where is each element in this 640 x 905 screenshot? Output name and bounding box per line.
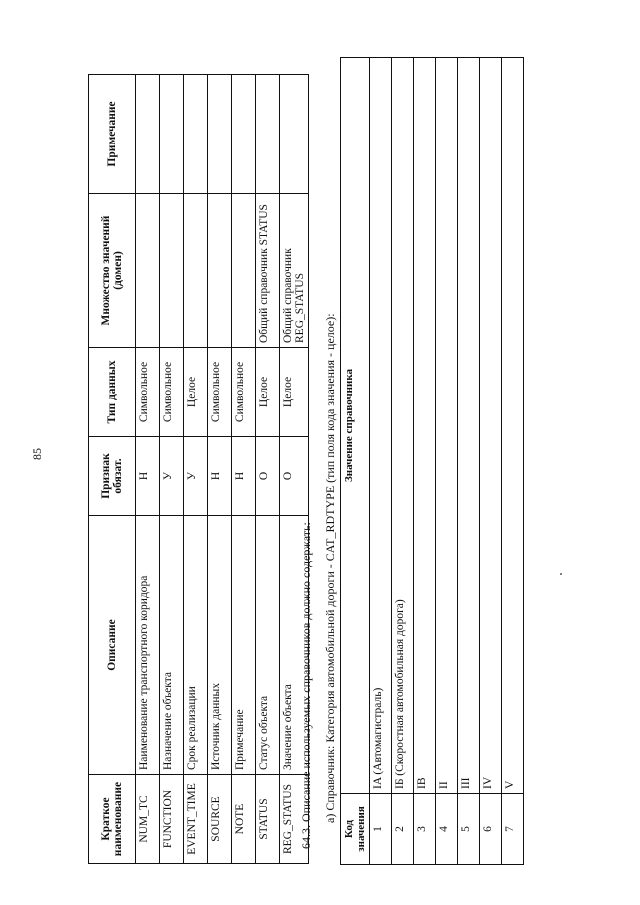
table-row — [502, 58, 524, 865]
cell-description: Срок реализации — [184, 516, 208, 775]
page-number: 85 — [30, 448, 44, 460]
cell-data-type: Символьное — [232, 348, 256, 437]
cell-value: IV — [480, 58, 502, 794]
cell-data-type: Символьное — [160, 348, 184, 437]
table-row — [458, 58, 480, 865]
cell-note — [208, 75, 232, 194]
cell-domain — [208, 194, 232, 348]
table-row — [160, 75, 184, 864]
cell-note — [160, 75, 184, 194]
cell-code: 5 — [458, 794, 480, 865]
table-row — [184, 75, 208, 864]
cell-value: V — [502, 58, 524, 794]
cell-domain — [232, 194, 256, 348]
cell-domain — [184, 194, 208, 348]
header-value-code: Код значения — [341, 794, 370, 865]
table-row — [414, 58, 436, 865]
cell-mandatory: У — [184, 437, 208, 516]
header-mandatory: Признак обязат. — [89, 437, 136, 516]
header-description: Описание — [89, 516, 136, 775]
cell-short-name: EVENT_TIME — [184, 775, 208, 864]
table-row — [436, 58, 458, 865]
dictionary-table — [340, 57, 524, 865]
table-row — [480, 58, 502, 865]
cell-code: 4 — [436, 794, 458, 865]
cell-mandatory: О — [280, 437, 309, 516]
cell-value: III — [458, 58, 480, 794]
cell-note — [256, 75, 280, 194]
cell-description: Наименование транспортного коридора — [136, 516, 160, 775]
cell-code: 2 — [392, 794, 414, 865]
cell-description: Назначение объекта — [160, 516, 184, 775]
cell-note — [232, 75, 256, 194]
header-short-name: Краткое наименование — [89, 775, 136, 864]
cell-data-type: Символьное — [136, 348, 160, 437]
cell-domain: Общий справочник STATUS — [256, 194, 280, 348]
section-heading: 64.3. Описание используемых справочников должно содержать: — [299, 522, 313, 849]
cell-short-name: NUM_TC — [136, 775, 160, 864]
cell-mandatory: У — [160, 437, 184, 516]
cell-short-name: REG_STATUS — [280, 775, 309, 864]
cell-domain — [160, 194, 184, 348]
cell-value: IB — [414, 58, 436, 794]
cell-domain: Общий справочник REG_STATUS — [280, 194, 309, 348]
cell-data-type: Символьное — [208, 348, 232, 437]
cell-mandatory: Н — [208, 437, 232, 516]
cell-description: Источник данных — [208, 516, 232, 775]
cell-note — [136, 75, 160, 194]
header-data-type: Тип данных — [89, 348, 136, 437]
cell-mandatory: О — [256, 437, 280, 516]
table-row — [256, 75, 280, 864]
dictionary-table-header — [341, 58, 370, 865]
cell-data-type: Целое — [256, 348, 280, 437]
cell-note — [184, 75, 208, 194]
cell-value: IA (Автомагистраль) — [370, 58, 392, 794]
cell-short-name: STATUS — [256, 775, 280, 864]
header-domain: Множество значений (домен) — [89, 194, 136, 348]
cell-code: 6 — [480, 794, 502, 865]
attribute-table — [88, 74, 309, 864]
table-row — [370, 58, 392, 865]
cell-short-name: NOTE — [232, 775, 256, 864]
cell-data-type: Целое — [184, 348, 208, 437]
cell-mandatory: Н — [136, 437, 160, 516]
cell-code: 1 — [370, 794, 392, 865]
cell-short-name: FUNCTION — [160, 775, 184, 864]
scan-speck — [560, 573, 562, 575]
cell-value: II — [436, 58, 458, 794]
cell-code: 7 — [502, 794, 524, 865]
table-row — [232, 75, 256, 864]
cell-note — [280, 75, 309, 194]
header-note: Примечание — [89, 75, 136, 194]
cell-mandatory: Н — [232, 437, 256, 516]
dictionary-caption: а) Справочник: Категория автомобильной дороги - CAT_RDTYPE (тип поля кода значения - целое): — [323, 313, 337, 823]
attribute-table-header — [89, 75, 136, 864]
cell-description: Статус объекта — [256, 516, 280, 775]
cell-value: IБ (Скоростная автомобильная дорога) — [392, 58, 414, 794]
cell-code: 3 — [414, 794, 436, 865]
cell-description: Значение объекта — [280, 516, 309, 775]
cell-short-name: SOURCE — [208, 775, 232, 864]
table-row — [136, 75, 160, 864]
header-dictionary-value: Значение справочника — [341, 58, 370, 794]
table-row — [208, 75, 232, 864]
cell-data-type: Целое — [280, 348, 309, 437]
cell-description: Примечание — [232, 516, 256, 775]
cell-domain — [136, 194, 160, 348]
table-row — [392, 58, 414, 865]
